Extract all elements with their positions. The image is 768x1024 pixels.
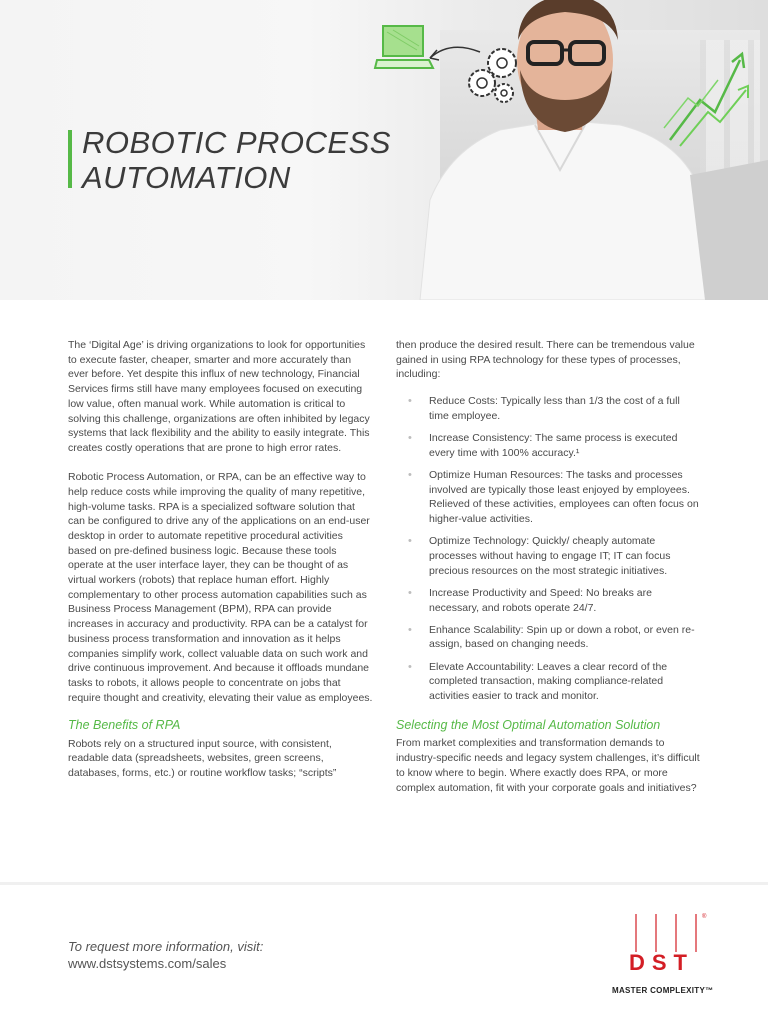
list-item [396,394,701,423]
title-line-1: ROBOTIC PROCESS [82,125,391,160]
rpa-paragraph: Robotic Process Automation, or RPA, can be an effective way to help reduce costs while improving the quality of many repetitive, high-volume tasks. RPA is a specialized software solution that can be configured to drive any of the applications on an end-user desktop in order to automate repetitive procedural activities based on pre-defined business logic. Because these tools operate at the user interface layer, they can be thought of as virtual workers (robots) that replace human effort. Highly complementary to other process automation capabilities such as Business Process Management (BPM), RPA can provide increases in accuracy and productivity. RPA can be a catalyst for business process transformation and innovation as it helps companies simplify work, collect valuable data on such work and drive continuous improvement. And because it offloads mundane tasks to robots, it allows people to concentrate on jobs that require thought and creativity, elevating their value as employees. [68,471,373,704]
benefits-list [396,394,701,704]
footer-divider [0,882,768,885]
right-column [396,338,701,810]
title-line-2: AUTOMATION [82,160,291,195]
request-info [68,938,263,972]
bullet-label: Optimize Human Resources: [429,468,564,481]
bullet-text: The same process is executed every time with 100% accuracy.¹ [429,432,678,459]
bullet-icon: • [408,586,412,599]
robots-paragraph: Robots rely on a structured input source, with consistent, readable data (spreadsheets, websites, green screens, databases, forms, etc.) or routine workflow tasks; “scripts” [68,737,337,779]
svg-text:DST: DST [629,950,694,975]
bullet-text: Leaves a clear record of the completed transaction, making compliance-related activities easier to track and monitor. [429,660,668,703]
svg-text:®: ® [702,914,707,920]
selection-heading: Selecting the Most Optimal Automation Solution [396,717,661,732]
continuation-paragraph: then produce the desired result. There can be tremendous value gained in using RPA technology for these types of processes, including: [396,339,695,381]
intro-paragraph: The ‘Digital Age’ is driving organizations to look for opportunities to execute faster, cheaper, smarter and more accurately than ever before. Yet despite this influx of new technology, Financial Services firms still have many employees focused on executing low value, often manual work. While automation is critical to solving this challenge, organizations are often inhibited by legacy systems that lack flexibility and the ability to easily integrate. This creates costly operations that are prone to high error rates. [68,339,370,454]
bullet-label: Elevate Accountability: [429,660,535,673]
dst-logo [624,912,724,992]
request-lead: To request more information, visit: [68,939,264,954]
bullet-icon: • [408,623,412,636]
growth-arrows-icon [660,40,750,150]
logo-tagline: MASTER COMPLEXITY™ [612,986,714,995]
list-item [396,623,701,652]
bullet-icon: • [408,432,412,445]
bullet-text: Typically less than 1/3 the cost of a full time employee. [429,395,680,422]
title-accent-bar [68,130,72,188]
bullet-text: No breaks are necessary, and robots operate 24/7. [429,586,652,614]
list-item [396,660,701,704]
bullet-icon: • [408,395,412,408]
gears-sketch-icon [464,45,524,107]
bullet-text: Quickly/ cheaply automate processes without having to engage IT; IT can focus precious resources on the most strategic initiatives. [429,535,671,577]
list-item [396,534,701,578]
left-column [68,338,373,795]
benefits-heading: The Benefits of RPA [68,717,181,732]
bullet-label: Increase Productivity and Speed: [429,586,584,599]
hero-banner [0,0,768,300]
bullet-icon: • [408,535,412,548]
selection-paragraph: From market complexities and transformation demands to industry-specific needs and legacy system challenges, it’s difficult to know where to begin. Where exactly does RPA, or more complex automation, fit with your corporate goals and initiatives? [396,737,700,794]
list-item [396,468,701,527]
bullet-text: Spin up or down a robot, or even re-assign, based on changing needs. [429,623,695,651]
list-item [396,431,701,460]
bullet-text: The tasks and processes involved are typically those least enjoyed by employees. Relieved of these activities, employees can often focus on higher-value activities. [429,468,699,526]
bullet-label: Increase Consistency: [429,432,533,445]
bullet-label: Reduce Costs: [429,395,498,408]
list-item [396,586,701,615]
bullet-icon: • [408,660,412,673]
sales-link[interactable]: www.dstsystems.com/sales [68,956,227,971]
bullet-label: Enhance Scalability: [429,623,524,636]
bullet-icon: • [408,468,412,481]
page-title [82,125,391,195]
bullet-label: Optimize Technology: [429,535,530,548]
